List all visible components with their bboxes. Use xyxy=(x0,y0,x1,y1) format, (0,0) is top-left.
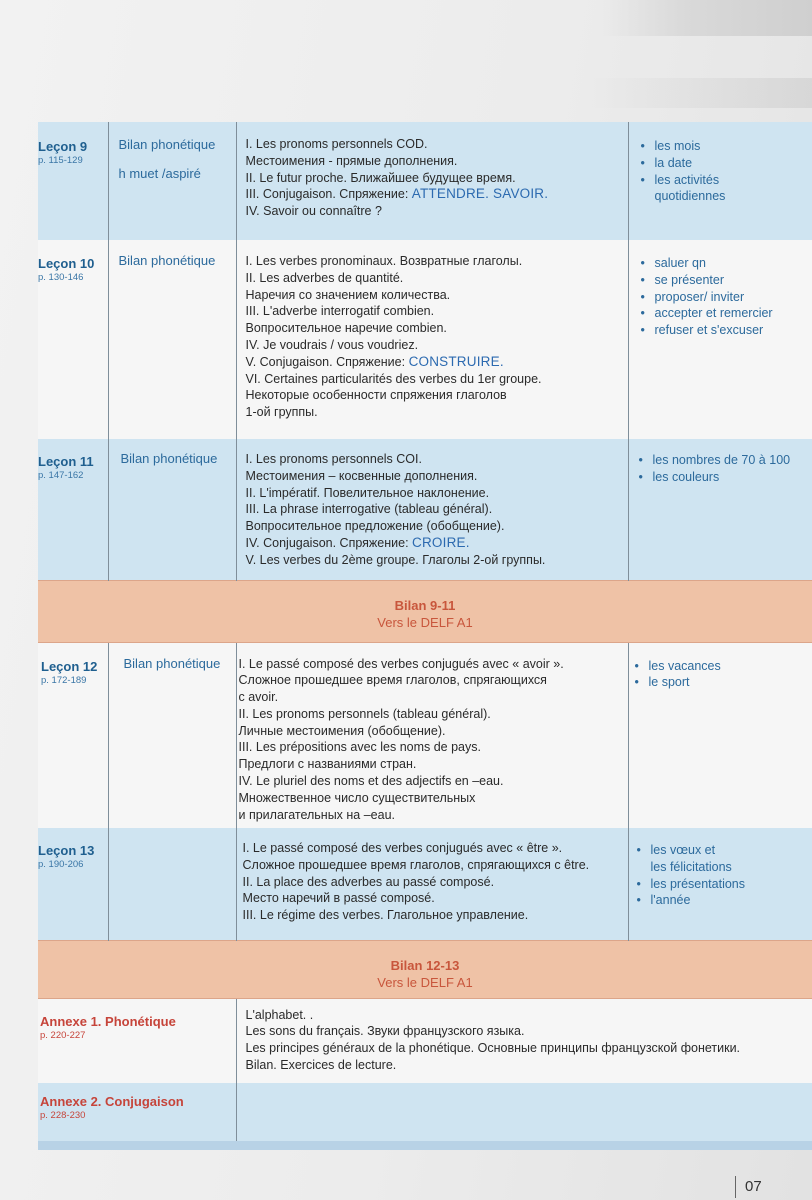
vocabulary-item xyxy=(637,892,812,909)
grammar-line xyxy=(246,186,628,203)
vocabulary-item xyxy=(639,452,812,469)
grammar-line xyxy=(239,790,628,807)
vocabulary-text: les vœux et xyxy=(650,843,716,857)
grammar-line xyxy=(239,656,628,673)
grammar-line xyxy=(246,404,628,421)
grammar-text: Местоимения - прямые дополнения. xyxy=(245,153,458,168)
bullet-icon: • xyxy=(636,843,641,857)
vocabulary-text: les vacances xyxy=(648,658,721,673)
bullet-icon: • xyxy=(636,876,641,891)
grammar-line xyxy=(246,387,628,404)
grammar-line xyxy=(239,672,628,689)
annex-cell xyxy=(38,1083,236,1146)
annex-row xyxy=(38,1083,812,1146)
grammar-text: V. Les verbes du 2ème groupe. Глаголы 2-ой группы. xyxy=(245,552,546,567)
phonetics-cell xyxy=(108,439,236,580)
grammar-text: Местоимения – косвенные дополнения. xyxy=(245,468,478,483)
grammar-text: II. Les adverbes de quantité. xyxy=(245,270,404,285)
grammar-line xyxy=(246,287,628,304)
annex-line: Les principes généraux de la phonétique. Основные принципы французской фонетики. xyxy=(245,1041,741,1056)
vocabulary-item xyxy=(641,255,812,272)
grammar-line xyxy=(246,371,628,388)
bilan-subtitle: Vers le DELF A1 xyxy=(377,614,473,630)
grammar-cell xyxy=(236,122,628,240)
grammar-text: IV. Conjugaison. Спряжение: xyxy=(245,535,413,550)
lesson-title: Leçon 11 xyxy=(38,454,94,469)
page-number: 07 xyxy=(745,1178,762,1195)
bullet-icon: • xyxy=(640,272,645,287)
vocabulary-text: se présenter xyxy=(654,272,724,287)
annex-row xyxy=(38,998,812,1083)
vocabulary-item xyxy=(637,859,812,876)
grammar-text: Некоторые особенности спряжения глаголов xyxy=(245,388,507,403)
bullet-icon: • xyxy=(638,469,643,484)
vocabulary-item xyxy=(635,674,812,691)
annex-content xyxy=(236,998,812,1083)
vocabulary-cell xyxy=(628,122,812,240)
vocabulary-text: saluer qn xyxy=(654,256,706,270)
grammar-cell xyxy=(236,439,628,580)
grammar-line xyxy=(243,857,628,874)
annex-line: L'alphabet. . xyxy=(245,1007,314,1022)
vocabulary-text: les félicitations xyxy=(650,859,732,874)
bullet-icon: • xyxy=(640,256,645,270)
annex-line: Bilan. Exercices de lecture. xyxy=(245,1057,397,1072)
grammar-line xyxy=(246,136,628,153)
phonetics-topic: Bilan phonétique xyxy=(123,655,221,671)
vocabulary-text: les activités xyxy=(654,172,720,187)
vocabulary-text: l'année xyxy=(650,893,691,908)
vocabulary-item xyxy=(641,322,812,339)
lesson-cell xyxy=(38,240,108,439)
grammar-text: IV. Le pluriel des noms et des adjectifs en –eau. xyxy=(238,774,504,789)
phonetics-cell xyxy=(108,642,236,828)
lesson-cell xyxy=(38,828,108,940)
vocabulary-item xyxy=(641,155,812,172)
grammar-line xyxy=(246,535,628,552)
conjugation-highlight: CONSTRUIRE. xyxy=(408,353,504,369)
grammar-line xyxy=(246,170,628,187)
lesson-pages: p. 147-162 xyxy=(38,470,84,481)
vocabulary-cell xyxy=(628,828,812,940)
grammar-text: VI. Certaines particularités des verbes du 1er groupe. xyxy=(245,371,542,386)
grammar-text: II. L'impératif. Повелительное наклонение. xyxy=(245,485,490,500)
grammar-text: Сложное прошедшее время глаголов, спрягающихся xyxy=(238,673,547,688)
vocabulary-text: refuser et s'excuser xyxy=(654,323,764,338)
vocabulary-text: les nombres de 70 à 100 xyxy=(652,453,791,467)
lesson-title: Leçon 12 xyxy=(41,658,98,674)
page-number-box xyxy=(735,1176,762,1198)
grammar-text: Множественное число существительных xyxy=(238,790,476,805)
grammar-text: Предлоги с названиями стран. xyxy=(238,757,417,772)
annex-content xyxy=(236,1083,812,1146)
grammar-cell xyxy=(236,240,628,439)
bullet-icon: • xyxy=(640,323,645,338)
lesson-row xyxy=(38,828,812,940)
bullet-icon: • xyxy=(640,306,645,321)
grammar-line xyxy=(243,874,628,891)
lesson-cell xyxy=(38,642,108,828)
grammar-text: и прилагательных на –eau. xyxy=(238,807,396,822)
vocabulary-item xyxy=(641,172,812,189)
grammar-line xyxy=(239,773,628,790)
conjugation-highlight: ATTENDRE. SAVOIR. xyxy=(411,186,549,202)
grammar-line xyxy=(246,354,628,371)
phonetics-cell xyxy=(108,240,236,439)
grammar-line xyxy=(246,320,628,337)
grammar-text: V. Conjugaison. Спряжение: xyxy=(245,354,409,369)
grammar-line xyxy=(239,739,628,756)
vocabulary-item xyxy=(637,876,812,893)
lesson-cell xyxy=(38,122,108,240)
phonetics-cell xyxy=(108,828,236,940)
grammar-text: IV. Savoir ou connaître ? xyxy=(245,204,382,219)
grammar-text: Место наречий в passé composé. xyxy=(242,891,435,906)
grammar-line xyxy=(246,337,628,354)
vocabulary-cell xyxy=(628,642,812,828)
vocabulary-item xyxy=(641,138,812,155)
bullet-icon: • xyxy=(634,675,639,690)
grammar-line xyxy=(239,723,628,740)
grammar-text: Вопросительное наречие combien. xyxy=(245,321,447,336)
grammar-text: I. Les verbes pronominaux. Возвратные глаголы. xyxy=(245,254,523,268)
vocabulary-cell xyxy=(628,439,812,580)
lesson-row xyxy=(38,122,812,240)
subheader-ghost xyxy=(590,78,812,108)
vocabulary-item xyxy=(635,658,812,675)
vocabulary-text: proposer/ inviter xyxy=(654,289,745,304)
bullet-icon: • xyxy=(640,139,645,153)
bilan-row xyxy=(38,580,812,642)
bullet-icon: • xyxy=(640,155,645,170)
phonetics-topic: h muet /aspiré xyxy=(118,166,201,181)
vocabulary-text: accepter et remercier xyxy=(654,306,773,321)
vocabulary-text: les présentations xyxy=(650,876,746,891)
vocabulary-cell xyxy=(628,240,812,439)
phonetics-cell xyxy=(108,122,236,240)
vocabulary-list xyxy=(641,255,812,339)
grammar-line xyxy=(239,689,628,706)
annex-pages: p. 220-227 xyxy=(40,1029,86,1041)
bilan-title: Bilan 12-13 xyxy=(390,957,460,973)
grammar-line xyxy=(246,253,628,270)
vocabulary-list xyxy=(637,842,812,909)
bullet-icon: • xyxy=(634,658,639,673)
annex-title: Annexe 1. Phonétique xyxy=(40,1013,176,1029)
grammar-line xyxy=(246,270,628,287)
grammar-line xyxy=(239,706,628,723)
annex-cell xyxy=(38,998,236,1083)
annex-pages: p. 228-230 xyxy=(40,1110,86,1121)
lesson-row xyxy=(38,240,812,439)
grammar-text: I. Le passé composé des verbes conjugués avec « être ». xyxy=(242,841,563,855)
vocabulary-item xyxy=(641,188,812,205)
grammar-text: III. Le régime des verbes. Глагольное управление. xyxy=(242,908,529,923)
lesson-pages: p. 172-189 xyxy=(41,674,87,686)
vocabulary-item xyxy=(639,469,812,486)
vocabulary-item xyxy=(641,305,812,322)
grammar-line xyxy=(246,468,628,485)
vocabulary-text: les couleurs xyxy=(652,469,720,484)
vocabulary-list xyxy=(635,658,812,692)
grammar-text: Сложное прошедшее время глаголов, спрягающихся с être. xyxy=(242,857,590,872)
grammar-text: Личные местоимения (обобщение). xyxy=(238,723,446,738)
contents-table xyxy=(38,122,812,1146)
grammar-text: II. La place des adverbes au passé composé. xyxy=(242,874,495,889)
conjugation-highlight: CROIRE. xyxy=(412,534,470,550)
bullet-icon: • xyxy=(638,453,643,467)
grammar-text: 1-ой группы. xyxy=(245,405,318,420)
grammar-text: II. Le futur proche. Ближайшее будущее время. xyxy=(245,170,516,185)
grammar-line xyxy=(246,303,628,320)
vocabulary-text: quotidiennes xyxy=(654,189,726,204)
lesson-pages: p. 190-206 xyxy=(38,859,84,870)
bilan-row xyxy=(38,940,812,998)
grammar-cell xyxy=(236,642,628,828)
header-ghost xyxy=(602,0,812,36)
grammar-text: I. Le passé composé des verbes conjugués avec « avoir ». xyxy=(238,656,564,671)
grammar-cell xyxy=(236,828,628,940)
vocabulary-item xyxy=(637,842,812,859)
bilan-subtitle: Vers le DELF A1 xyxy=(377,974,473,990)
vocabulary-list xyxy=(639,452,812,486)
phonetics-topic: Bilan phonétique xyxy=(118,253,216,268)
vocabulary-item xyxy=(641,272,812,289)
vocabulary-list xyxy=(641,138,812,205)
grammar-text: III. L'adverbe interrogatif combien. xyxy=(245,304,435,319)
vocabulary-text: les mois xyxy=(654,139,701,153)
lesson-title: Leçon 10 xyxy=(38,256,95,271)
vocabulary-item xyxy=(641,289,812,306)
grammar-line xyxy=(246,451,628,468)
vocabulary-text: le sport xyxy=(648,675,690,690)
grammar-text: IV. Je voudrais / vous voudriez. xyxy=(245,337,419,352)
bullet-icon: • xyxy=(636,893,641,908)
table-footer-band xyxy=(38,1141,812,1150)
bullet-icon: • xyxy=(640,289,645,304)
grammar-line xyxy=(246,552,628,569)
grammar-text: III. Conjugaison. Спряжение: xyxy=(245,187,412,202)
bilan-cell xyxy=(38,580,812,642)
grammar-line xyxy=(243,840,628,857)
grammar-line xyxy=(243,907,628,924)
phonetics-topic: Bilan phonétique xyxy=(118,137,216,152)
grammar-line xyxy=(246,518,628,535)
grammar-text: III. Les prépositions avec les noms de pays. xyxy=(238,740,481,755)
grammar-text: II. Les pronoms personnels (tableau général). xyxy=(238,706,491,721)
lesson-pages: p. 115-129 xyxy=(38,155,83,166)
grammar-text: I. Les pronoms personnels COI. xyxy=(245,452,422,466)
lesson-title: Leçon 13 xyxy=(38,843,95,858)
grammar-line xyxy=(239,756,628,773)
phonetics-topic: Bilan phonétique xyxy=(120,451,218,466)
grammar-text: I. Les pronoms personnels COD. xyxy=(245,137,428,151)
grammar-text: Наречия со значением количества. xyxy=(245,287,451,302)
grammar-line xyxy=(246,153,628,170)
grammar-text: с avoir. xyxy=(238,690,279,705)
grammar-text: Вопросительное предложение (обобщение). xyxy=(245,519,505,534)
grammar-line xyxy=(246,501,628,518)
lesson-row xyxy=(38,439,812,580)
bullet-icon: • xyxy=(640,172,645,187)
lesson-row xyxy=(38,642,812,828)
lesson-title: Leçon 9 xyxy=(38,139,88,154)
annex-line: Les sons du français. Звуки французского языка. xyxy=(245,1024,525,1039)
bilan-cell xyxy=(38,940,812,998)
lesson-cell xyxy=(38,439,108,580)
vocabulary-text: la date xyxy=(654,155,693,170)
bilan-title: Bilan 9-11 xyxy=(394,597,456,613)
grammar-text: III. La phrase interrogative (tableau général). xyxy=(245,502,493,517)
grammar-line xyxy=(246,485,628,502)
grammar-line xyxy=(246,203,628,220)
lesson-pages: p. 130-146 xyxy=(38,272,84,283)
grammar-line xyxy=(239,807,628,824)
grammar-line xyxy=(243,890,628,907)
annex-title: Annexe 2. Conjugaison xyxy=(40,1094,184,1109)
